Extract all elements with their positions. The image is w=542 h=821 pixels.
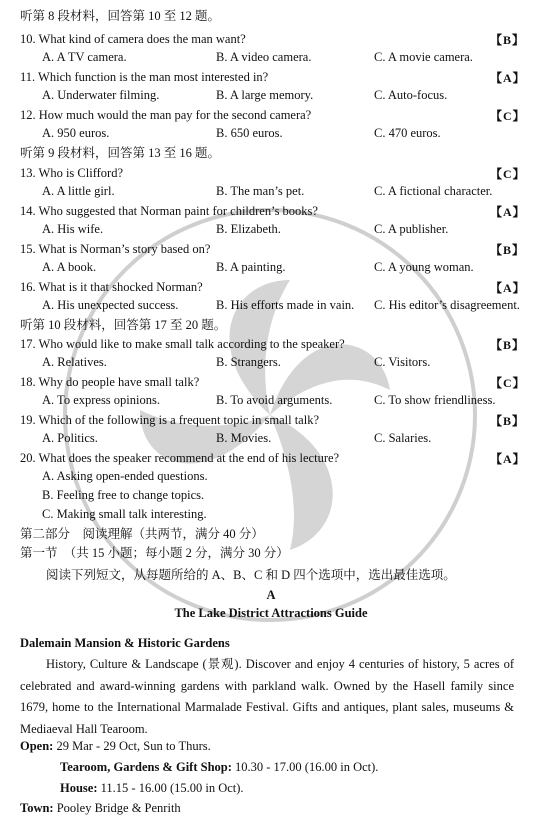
option-15a: A. A book. [42,260,97,274]
option-20b: B. Feeling free to change topics. [42,488,205,502]
house-line [60,780,244,796]
option-12b: B. 650 euros. [216,126,283,140]
answer-18: 【C】 [490,376,526,390]
question-11: 11. Which function is the man most interested in? [20,70,269,84]
passage-title: The Lake District Attractions Guide [174,606,368,620]
option-17b: B. Strangers. [216,355,281,369]
option-14b: B. Elizabeth. [216,222,281,236]
option-10c: C. A movie camera. [374,50,473,64]
town-label: Town: [20,801,54,815]
question-15: 15. What is Norman’s story based on? [20,242,211,256]
question-14: 14. Who suggested that Norman paint for children’s books? [20,204,318,218]
town-value: Pooley Bridge & Penrith [53,801,181,815]
part-2-title: 第二部分 阅读理解（共两节，满分 40 分） [20,527,264,541]
option-19b: B. Movies. [216,431,272,445]
answer-13: 【C】 [490,167,526,181]
answer-15: 【B】 [490,243,526,257]
option-17c: C. Visitors. [374,355,431,369]
answer-19: 【B】 [490,414,526,428]
attraction-name: Dalemain Mansion & Historic Gardens [20,636,230,650]
option-12a: A. 950 euros. [42,126,110,140]
option-16a: A. His unexpected success. [42,298,179,312]
open-label: Open: [20,739,54,753]
open-line [20,738,211,754]
option-18a: A. To express opinions. [42,393,160,407]
answer-11: 【A】 [490,71,526,85]
option-11a: A. Underwater filming. [42,88,160,102]
option-15b: B. A painting. [216,260,286,274]
town-line [20,800,181,816]
answer-16: 【A】 [490,281,526,295]
option-16c: C. His editor’s disagreement. [374,298,520,312]
option-14a: A. His wife. [42,222,104,236]
option-20a: A. Asking open-ended questions. [42,469,208,483]
open-value: 29 Mar - 29 Oct, Sun to Thurs. [53,739,211,753]
section-8-intro: 听第 8 段材料，回答第 10 至 12 题。 [20,9,221,23]
tearoom-line [60,759,378,775]
option-14c: C. A publisher. [374,222,449,236]
passage-letter: A [266,588,276,602]
question-18: 18. Why do people have small talk? [20,375,200,389]
question-12: 12. How much would the man pay for the second camera? [20,108,312,122]
house-label: House: [60,781,98,795]
option-13c: C. A fictional character. [374,184,493,198]
reading-instruction: 阅读下列短文，从每题所给的 A、B、C 和 D 四个选项中，选出最佳选项。 [46,568,456,582]
answer-10: 【B】 [490,33,526,47]
option-10b: B. A video camera. [216,50,312,64]
option-19a: A. Politics. [42,431,98,445]
answer-20: 【A】 [490,452,526,466]
option-11b: B. A large memory. [216,88,314,102]
option-12c: C. 470 euros. [374,126,441,140]
option-13a: A. A little girl. [42,184,115,198]
question-16: 16. What is it that shocked Norman? [20,280,203,294]
attraction-description [20,654,514,740]
option-16b: B. His efforts made in vain. [216,298,355,312]
house-value: 11.15 - 16.00 (15.00 in Oct). [97,781,244,795]
tearoom-value: 10.30 - 17.00 (16.00 in Oct). [231,760,379,774]
option-17a: A. Relatives. [42,355,107,369]
attraction-desc-text: History, Culture & Landscape (景观). Discover and enjoy 4 centuries of history, 5 acres of celebrated and award-winning gardens with parkland walk. Owned by the Hasell family since 1679, home to the International Marmalade Festival. Gifts and antiques, plant sales, museums & Mediaeval Hall Tearoom. [20,657,514,736]
answer-14: 【A】 [490,205,526,219]
question-19: 19. Which of the following is a frequent topic in small talk? [20,413,320,427]
option-15c: C. A young woman. [374,260,474,274]
option-18c: C. To show friendliness. [374,393,496,407]
section-1-title: 第一节 （共 15 小题；每小题 2 分，满分 30 分） [20,546,289,560]
section-9-intro: 听第 9 段材料，回答第 13 至 16 题。 [20,146,221,160]
option-20c: C. Making small talk interesting. [42,507,207,521]
question-13: 13. Who is Clifford? [20,166,124,180]
option-18b: B. To avoid arguments. [216,393,333,407]
answer-17: 【B】 [490,338,526,352]
option-19c: C. Salaries. [374,431,432,445]
question-17: 17. Who would like to make small talk according to the speaker? [20,337,345,351]
section-10-intro: 听第 10 段材料，回答第 17 至 20 题。 [20,318,227,332]
question-10: 10. What kind of camera does the man want? [20,32,246,46]
question-20: 20. What does the speaker recommend at the end of his lecture? [20,451,340,465]
answer-12: 【C】 [490,109,526,123]
tearoom-label: Tearoom, Gardens & Gift Shop: [60,760,232,774]
option-13b: B. The man’s pet. [216,184,305,198]
option-10a: A. A TV camera. [42,50,127,64]
option-11c: C. Auto-focus. [374,88,448,102]
